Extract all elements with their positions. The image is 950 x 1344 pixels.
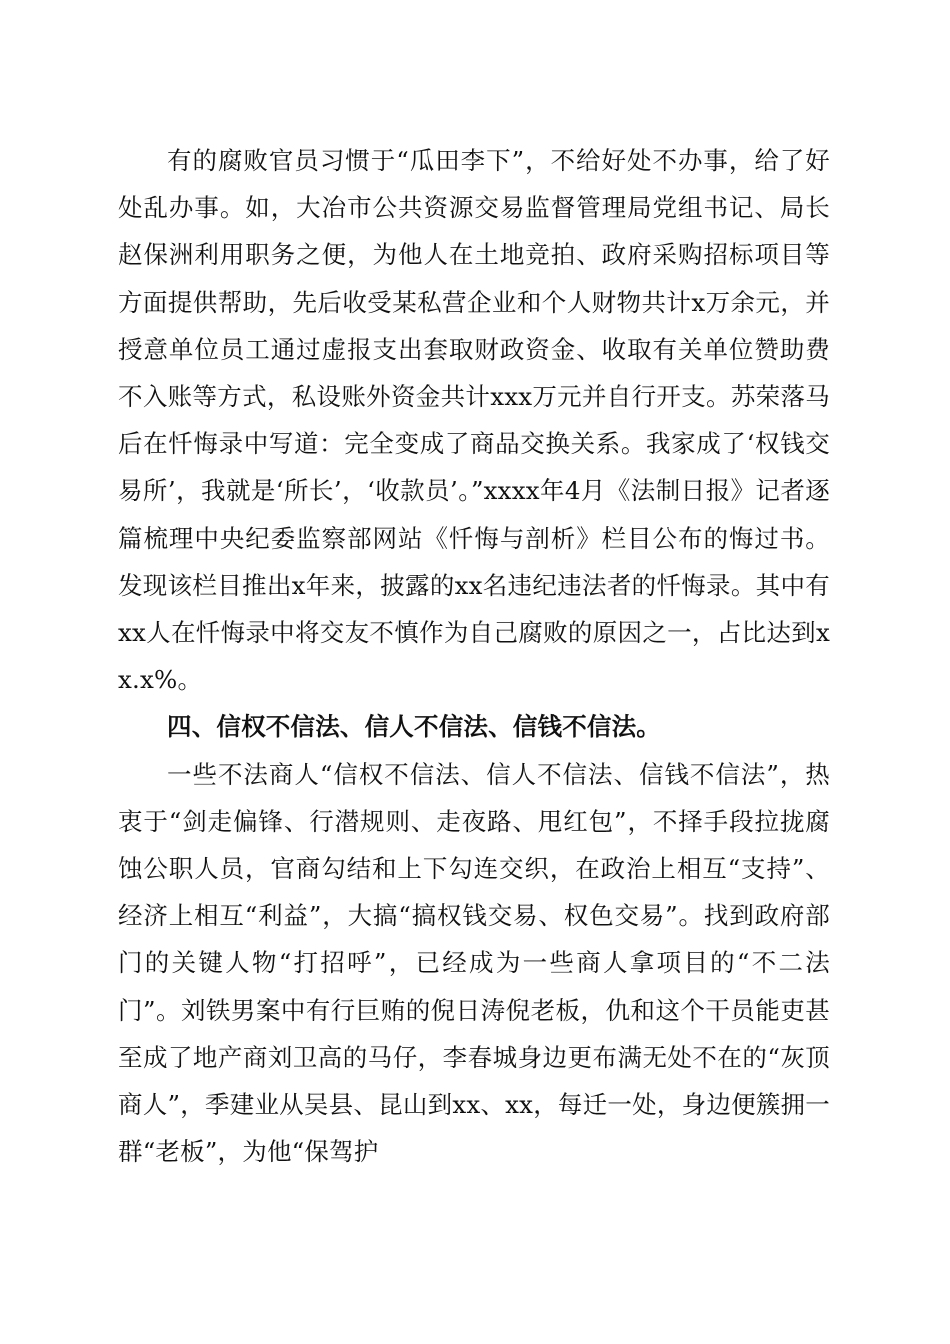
section-heading: 四、信权不信法、信人不信法、信钱不信法。 [167,712,661,742]
document-body [118,137,830,1175]
body-paragraph: 一些不法商人“信权不信法、信人不信法、信钱不信法”，热衷于“剑走偏锋、行潜规则、走夜路、甩红包”，不择手段拉拢腐蚀公职人员，官商勾结和上下勾连交织，在政治上相互“支持”、经济上相互“利益”，大搞“搞权钱交易、权色交易”。找到政府部门的关键人物“打招呼”，已经成为一些商人拿项目的“不二法门”。刘铁男案中有行巨贿的倪日涛倪老板，仇和这个干员能吏甚至成了地产商刘卫高的马仔，李春城身边更布满无处不在的“灰顶商人”，季建业从吴县、昆山到xx、xx，每迁一处，身边便簇拥一群“老板”，为他“保驾护 [118,759,830,1167]
body-paragraph: 有的腐败官员习惯于“瓜田李下”，不给好处不办事，给了好处乱办事。如，大冶市公共资源交易监督管理局党组书记、局长赵保洲利用职务之便，为他人在土地竞拍、政府采购招标项目等方面提供帮助，先后收受某私营企业和个人财物共计x万余元，并授意单位员工通过虚报支出套取财政资金、收取有关单位赞助费不入账等方式，私设账外资金共计xxx万元并自行开支。苏荣落马后在忏悔录中写道：完全变成了商品交换关系。我家成了‘权钱交易所’，我就是‘所长’，‘收款员’。”xxxx年4月《法制日报》记者逐篇梳理中央纪委监察部网站《忏悔与剖析》栏目公布的悔过书。发现该栏目推出x年来，披露的xx名违纪违法者的忏悔录。其中有xx人在忏悔录中将交友不慎作为自己腐败的原因之一，占比达到xx.x%。 [118,146,830,695]
